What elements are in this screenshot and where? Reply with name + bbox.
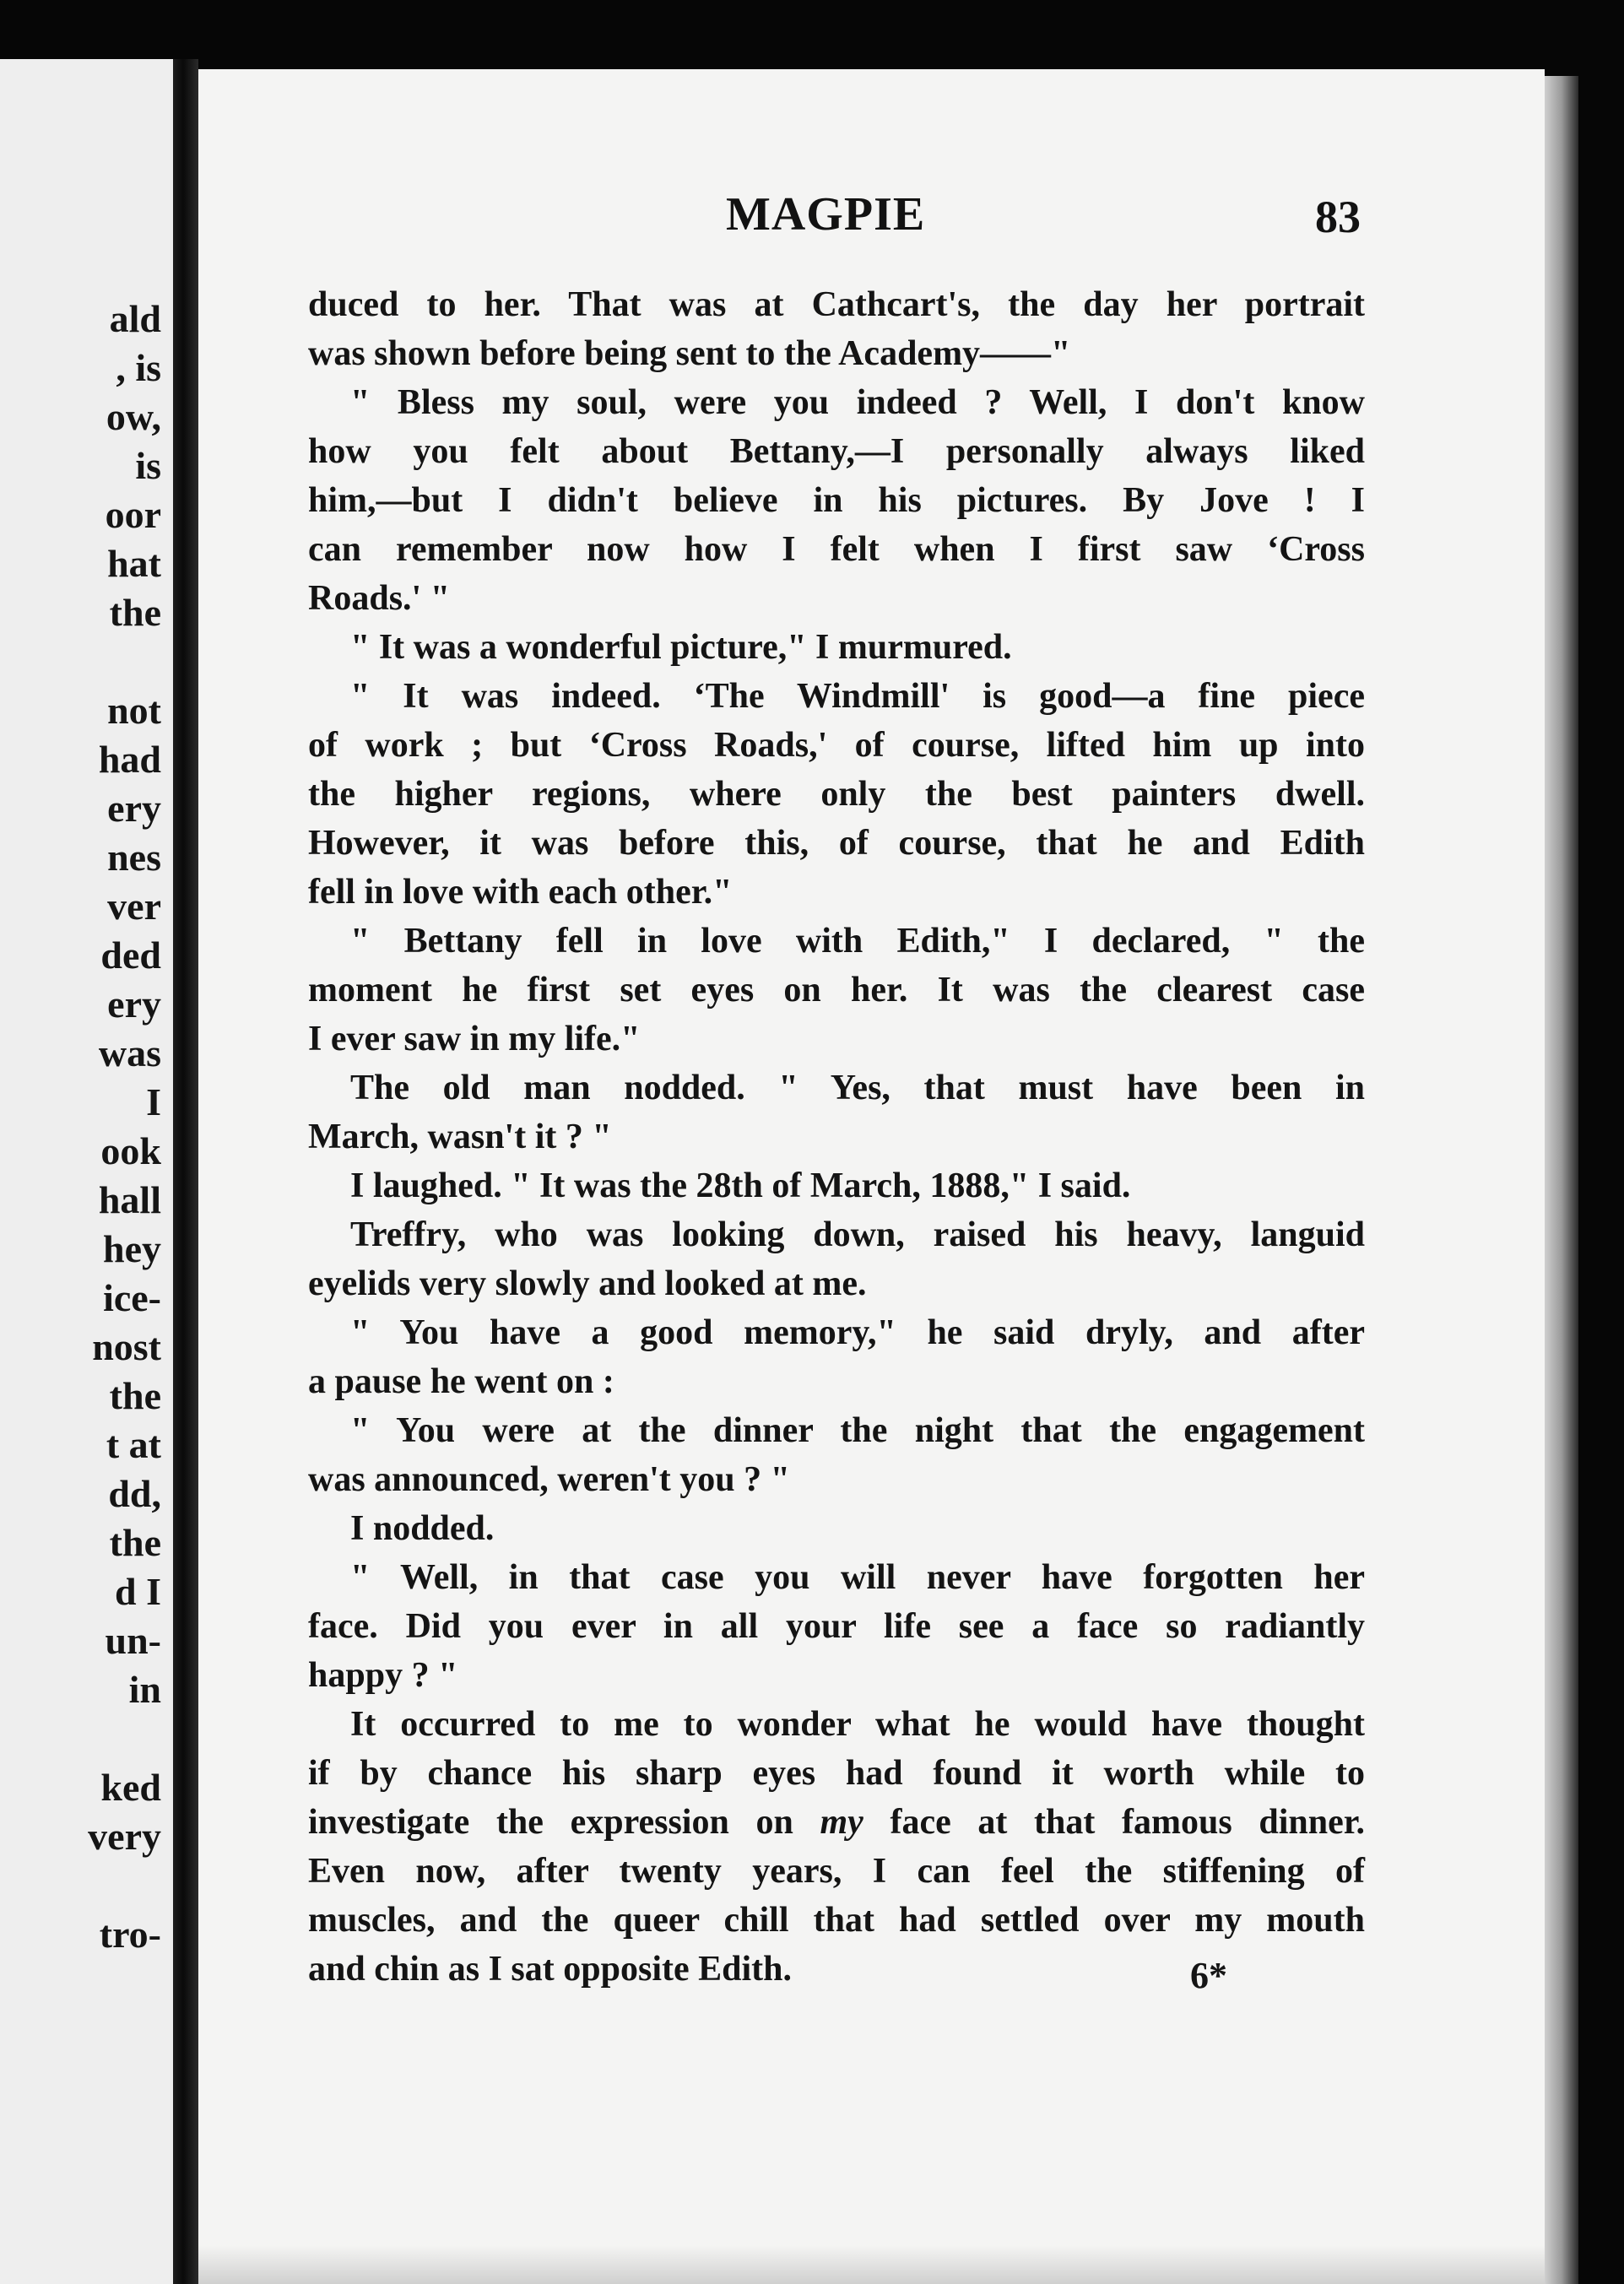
text-line: investigate the expression on my face at that famous dinner. — [308, 1803, 1366, 1842]
text-line: March, wasn't it ? " — [308, 1118, 612, 1156]
left-page-text-fragment: nost — [92, 1325, 161, 1368]
left-page-text-fragment: ded — [100, 934, 161, 977]
left-page-text-fragment: ook — [100, 1129, 161, 1172]
text-line: how you felt about Bettany,—I personally always liked — [308, 432, 1365, 471]
left-page-text-fragment: ice- — [103, 1276, 161, 1319]
text-line: " You were at the dinner the night that the engagement — [350, 1411, 1365, 1450]
text-line: However, it was before this, of course, that he and Edith — [308, 824, 1365, 863]
text-line: him,—but I didn't believe in his pictures. By Jove ! I — [308, 481, 1365, 520]
left-page-text-fragment: had — [98, 738, 161, 781]
text-line: eyelids very slowly and looked at me. — [308, 1264, 867, 1303]
text-line: Roads.' " — [308, 579, 451, 618]
left-page-text-fragment: hall — [98, 1178, 161, 1221]
text-line: the higher regions, where only the best painters dwell. — [308, 775, 1365, 814]
page-bottom-shadow — [198, 2245, 1545, 2284]
left-page-text-fragment: ow, — [106, 395, 161, 438]
left-page-text-fragment: dd, — [108, 1472, 161, 1515]
signature-mark: 6* — [1190, 1955, 1227, 1996]
running-head-title: MAGPIE — [726, 188, 926, 241]
page-edge-shadow — [1545, 76, 1578, 2284]
text-line: can remember now how I felt when I first saw ‘Cross — [308, 530, 1365, 569]
left-page-fragment — [0, 59, 173, 2284]
text-line: happy ? " — [308, 1656, 458, 1695]
left-page-text-fragment: un- — [105, 1619, 161, 1662]
text-line: Treffry, who was looking down, raised his heavy, languid — [350, 1215, 1365, 1254]
left-page-text-fragment: ery — [107, 982, 161, 1026]
text-line: Even now, after twenty years, I can feel the stiffening of — [308, 1852, 1365, 1891]
text-line: The old man nodded. " Yes, that must have been in — [350, 1069, 1365, 1107]
left-page-text-fragment: tro- — [99, 1913, 161, 1956]
left-page-text-fragment: hey — [103, 1227, 161, 1270]
text-line: " Bettany fell in love with Edith," I declared, " the — [350, 922, 1365, 961]
left-page-text-fragment: the — [109, 1521, 161, 1564]
left-page-text-fragment: is — [135, 444, 161, 487]
text-line: fell in love with each other." — [308, 873, 733, 912]
text-line: a pause he went on : — [308, 1362, 614, 1401]
running-head — [0, 187, 1624, 246]
text-line: " You have a good memory," he said dryly, and after — [350, 1313, 1365, 1352]
left-page-text-fragment: d I — [115, 1570, 161, 1613]
page-number: 83 — [1315, 192, 1361, 242]
left-page-text-fragment: ald — [109, 297, 161, 340]
left-page-text-fragment: ked — [100, 1766, 161, 1809]
left-page-text-fragment: in — [128, 1668, 161, 1711]
text-line: if by chance his sharp eyes had found it worth while to — [308, 1754, 1365, 1793]
text-line: muscles, and the queer chill that had settled over my mouth — [308, 1901, 1365, 1940]
text-line: " It was indeed. ‘The Windmill' is good—a fine piece — [350, 677, 1365, 716]
left-page-text-fragment: the — [109, 591, 161, 634]
text-line: " It was a wonderful picture," I murmured. — [350, 628, 1012, 667]
left-page-text-fragment: not — [107, 689, 161, 732]
left-page-text-fragment: I — [146, 1080, 161, 1123]
text-line: of work ; but ‘Cross Roads,' of course, lifted him up into — [308, 726, 1365, 765]
left-page-text-fragment: hat — [107, 542, 161, 585]
body-text — [308, 280, 1365, 1994]
text-line: I nodded. — [350, 1509, 495, 1548]
left-page-text-fragment: very — [88, 1815, 161, 1858]
left-page-text-fragment: nes — [107, 836, 161, 879]
text-line: duced to her. That was at Cathcart's, the day her portrait — [308, 285, 1365, 324]
text-line: " Well, in that case you will never have forgotten her — [350, 1558, 1365, 1597]
left-page-text-fragment: the — [109, 1374, 161, 1417]
left-page-text-fragment: , is — [116, 346, 161, 389]
text-line: and chin as I sat opposite Edith. — [308, 1950, 793, 1989]
book-gutter — [173, 59, 198, 2284]
text-line: It occurred to me to wonder what he would have thought — [350, 1705, 1365, 1744]
text-line: I laughed. " It was the 28th of March, 1888," I said. — [350, 1166, 1131, 1205]
text-line: was announced, weren't you ? " — [308, 1460, 790, 1499]
left-page-text-fragment: t at — [106, 1423, 161, 1466]
text-line: moment he first set eyes on her. It was the clearest case — [308, 971, 1365, 1009]
text-line: " Bless my soul, were you indeed ? Well, I don't know — [350, 383, 1365, 422]
emphasis: my — [820, 1803, 863, 1842]
text-line: I ever saw in my life." — [308, 1020, 641, 1058]
text-line: face. Did you ever in all your life see a face so radiantly — [308, 1607, 1365, 1646]
text-line: was shown before being sent to the Academy——" — [308, 334, 1071, 373]
left-page-text-fragment: ery — [107, 787, 161, 830]
left-page-text-fragment: was — [98, 1031, 161, 1074]
left-page-text-fragment: oor — [105, 493, 161, 536]
left-page-text-fragment: ver — [107, 885, 161, 928]
